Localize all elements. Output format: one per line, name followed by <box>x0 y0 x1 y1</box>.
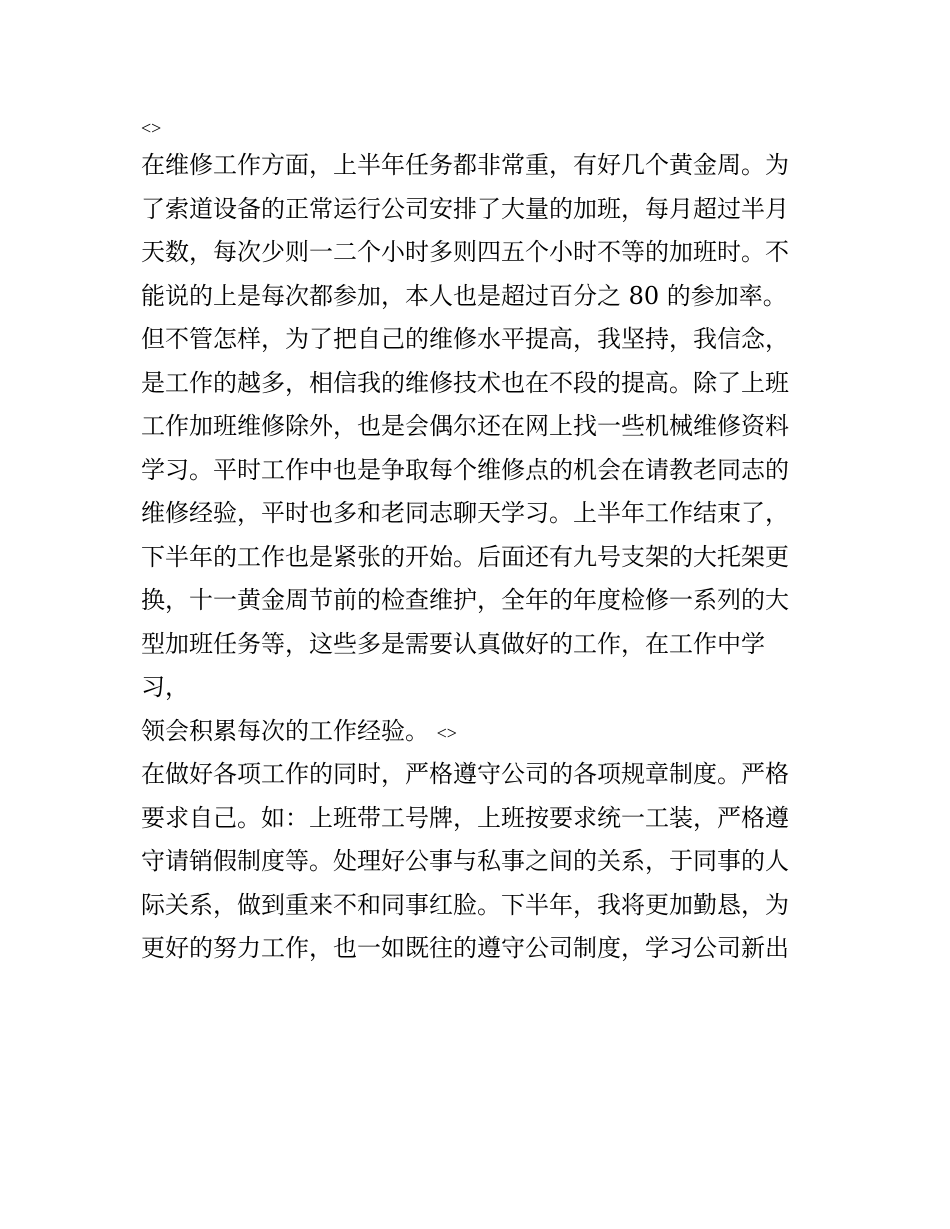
text-line: 了索道设备的正常运行公司安排了大量的加班，每月超过半月 <box>141 194 789 223</box>
text-line: 在做好各项工作的同时，严格遵守公司的各项规章制度。严格 <box>141 760 789 788</box>
text-line-with-marker <box>141 710 821 754</box>
paragraph-maintenance-work <box>141 144 821 753</box>
text-line: 维修经验，平时也多和老同志聊天学习。上半年工作结束了， <box>141 499 789 527</box>
text-line: 换，十一黄金周节前的检查维护，全年的年度检修一系列的大 <box>141 586 789 614</box>
section-marker: <> <box>141 118 162 138</box>
text-line: 学习。平时工作中也是争取每个维修点的机会在请教老同志的 <box>141 455 789 484</box>
text-line: 但不管怎样，为了把自己的维修水平提高，我坚持，我信念， <box>141 325 789 353</box>
text-line: 工作加班维修除外，也是会偶尔还在网上找一些机械维修资料 <box>141 412 789 440</box>
text-line: 要求自己。如：上班带工号牌，上班按要求统一工装，严格遵 <box>141 803 789 832</box>
text-line: 守请销假制度等。处理好公事与私事之间的关系，于同事的人 <box>141 847 789 875</box>
text-line: 是工作的越多，相信我的维修技术也在不段的提高。除了上班 <box>141 368 789 397</box>
text-line: 下半年的工作也是紧张的开始。后面还有九号支架的大托架更 <box>141 542 789 571</box>
text-line: 天数，每次少则一二个小时多则四五个小时不等的加班时。不 <box>141 238 789 266</box>
paragraph-company-rules <box>141 753 821 971</box>
text-line: 型加班任务等，这些多是需要认真做好的工作，在工作中学 <box>141 629 765 658</box>
text-line: 在维修工作方面，上半年任务都非常重，有好几个黄金周。为 <box>141 151 789 179</box>
text-line: 更好的努力工作，也一如既往的遵守公司制度，学习公司新出 <box>141 934 789 962</box>
document-body <box>141 112 821 971</box>
section-marker-inline: <> <box>436 722 457 743</box>
text-line: 际关系，做到重来不和同事红脸。下半年，我将更加勤恳，为 <box>141 890 789 919</box>
text-line: 习， <box>141 673 189 701</box>
text-line: 能说的上是每次都参加，本人也是超过百分之 80 的参加率。 <box>141 281 787 310</box>
paragraph-end-text: 领会积累每次的工作经验。 <box>141 716 429 745</box>
